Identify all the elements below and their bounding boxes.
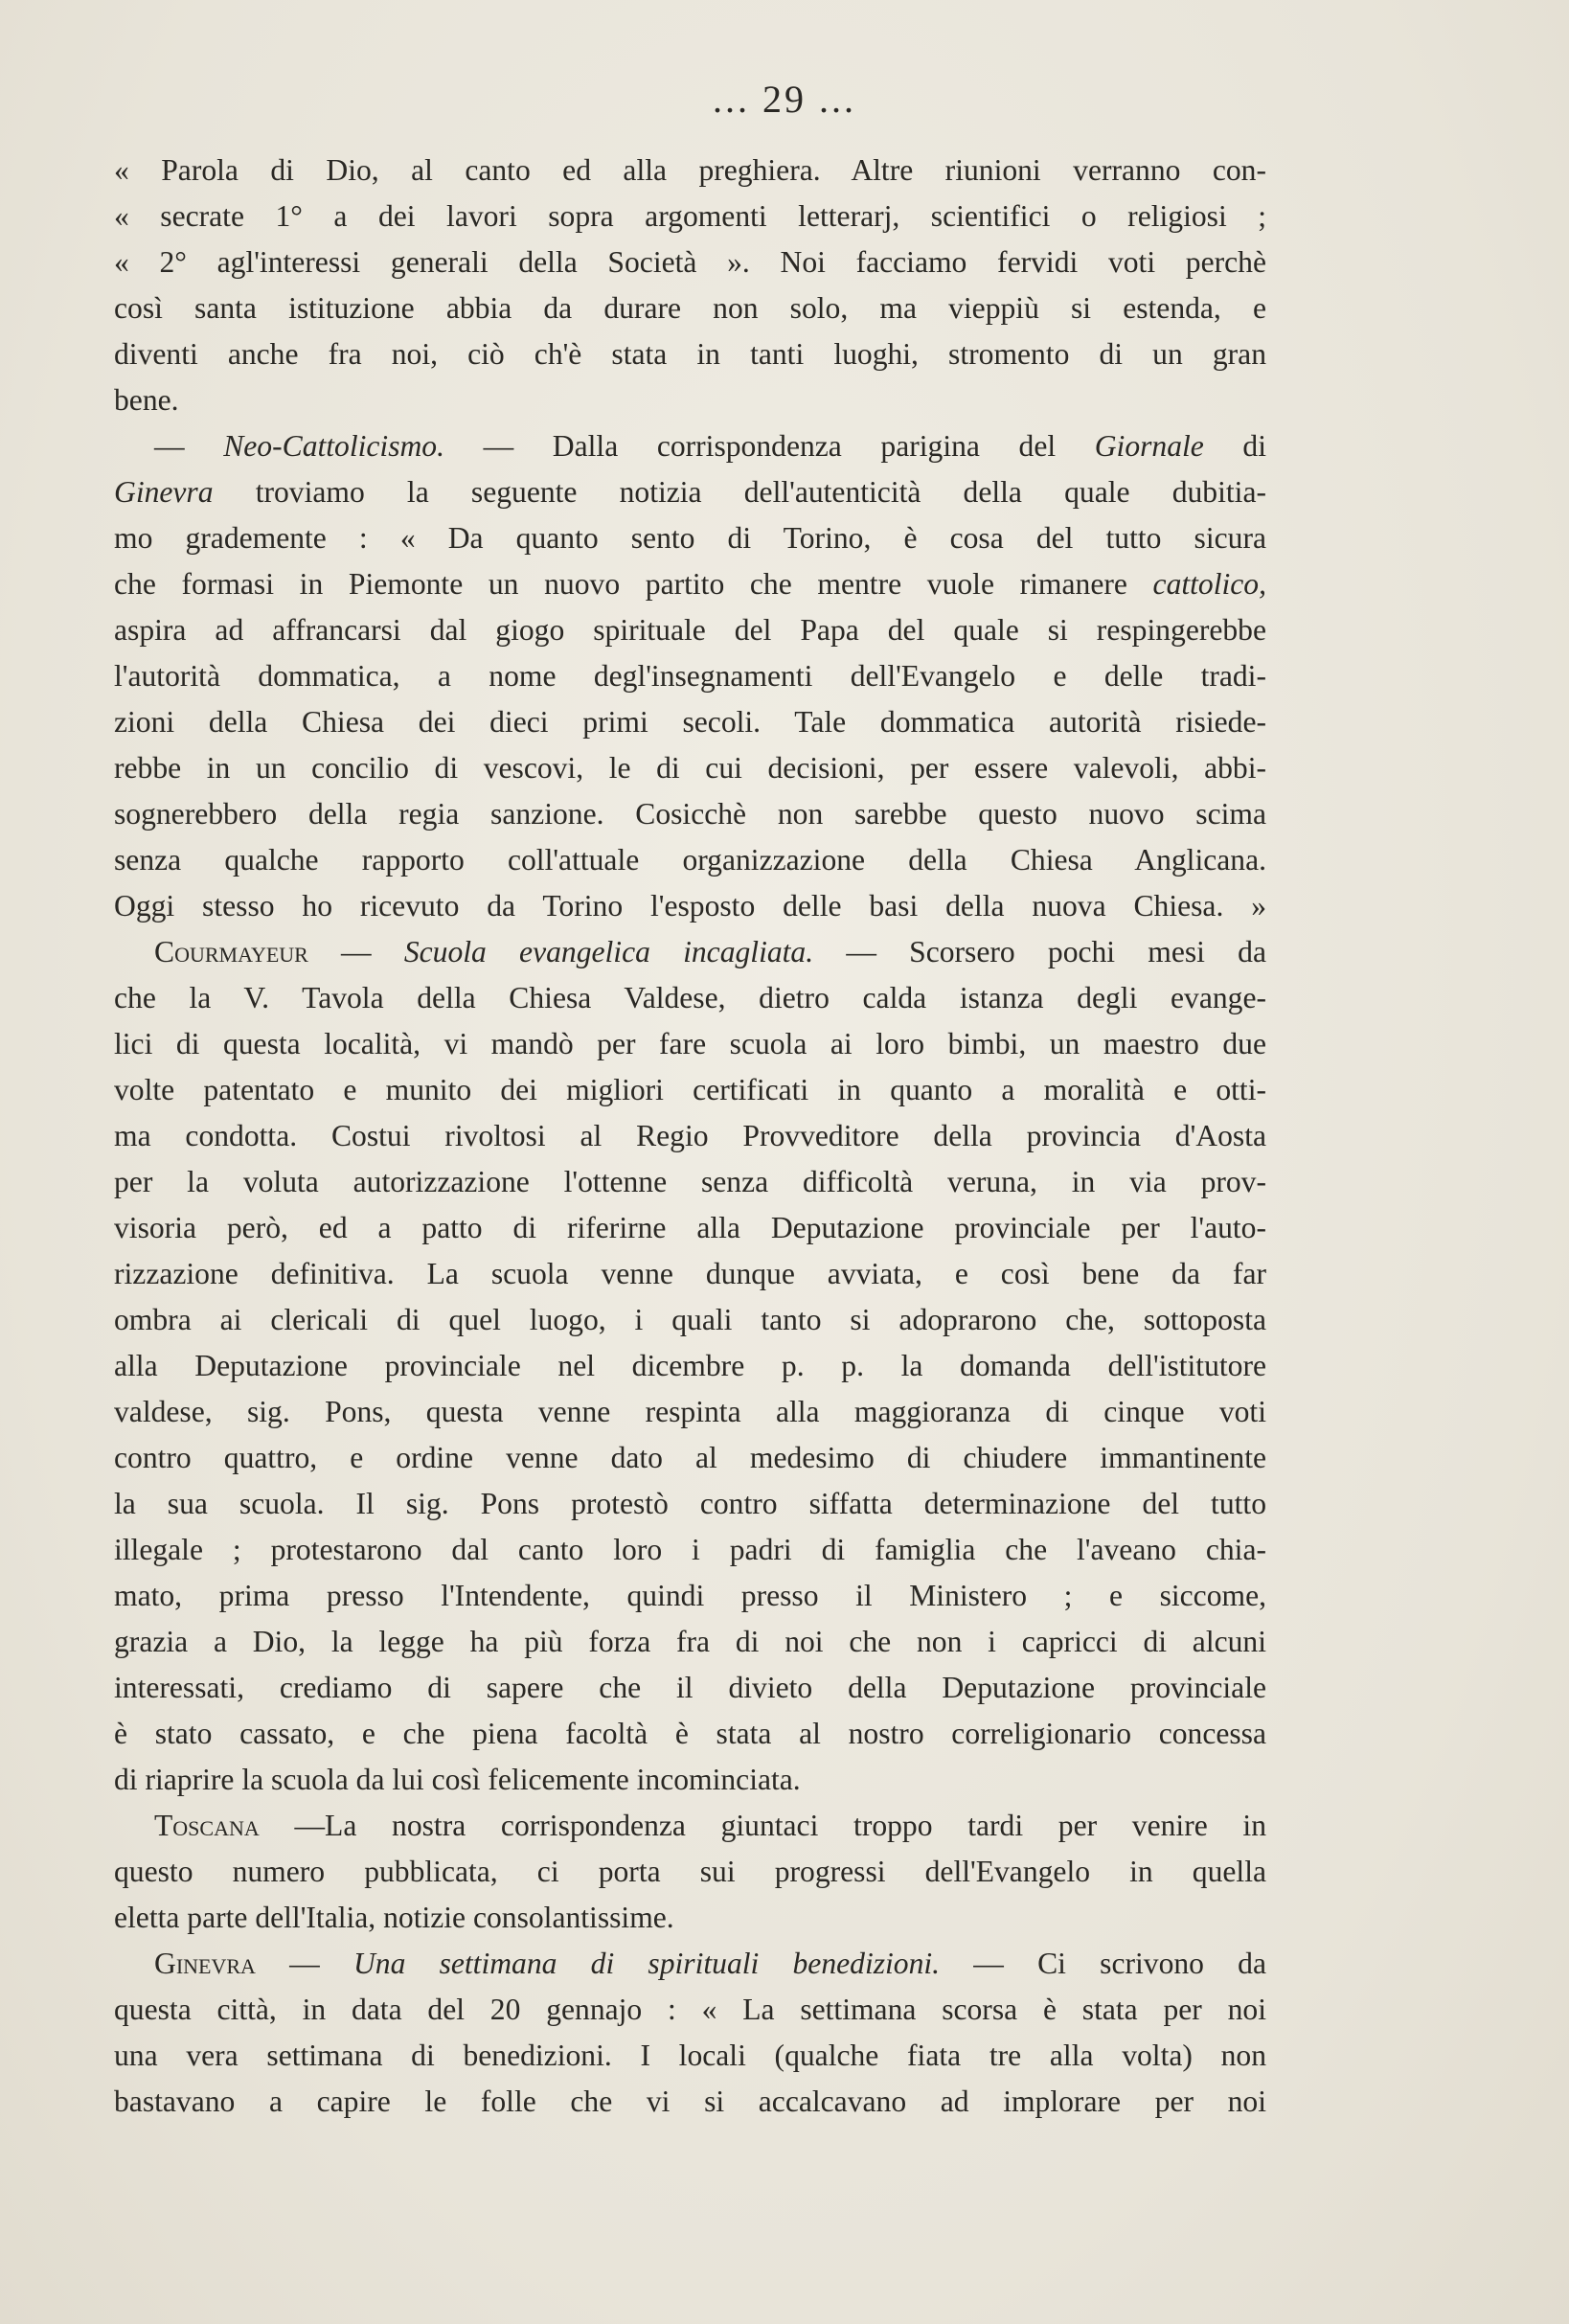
text-run: sognerebbero della regia sanzione. Cosicchè non sarebbe questo nuovo scima [114, 797, 1266, 831]
text-run: ma condotta. Costui rivoltosi al Regio Provveditore della provincia d'Aosta [114, 1119, 1266, 1152]
text-line [114, 1435, 1266, 1481]
text-run: senza qualche rapporto coll'attuale organizzazione della Chiesa Anglicana. [114, 843, 1266, 877]
text-line [114, 377, 1266, 423]
text-run: rizzazione definitiva. La scuola venne dunque avviata, e così bene da far [114, 1257, 1266, 1290]
text-line [114, 2033, 1266, 2079]
text-run: lici di questa località, vi mandò per fare scuola ai loro bimbi, un maestro due [114, 1027, 1266, 1060]
text-run: Courmayeur [154, 935, 308, 968]
text-line [114, 423, 1266, 469]
text-line [114, 1205, 1266, 1251]
text-line [114, 929, 1266, 975]
text-line [114, 239, 1266, 285]
text-run: Ginevra [114, 475, 214, 509]
text-run: grazia a Dio, la legge ha più forza fra di noi che non i capricci di alcuni [114, 1625, 1266, 1658]
body-text [114, 148, 1266, 2125]
text-run: — [307, 935, 404, 968]
text-line [114, 653, 1266, 699]
text-run: aspira ad affrancarsi dal giogo spirituale del Papa del quale si respingerebbe [114, 613, 1266, 647]
text-run: bene. [114, 383, 179, 417]
text-line [114, 515, 1266, 561]
text-line [114, 1343, 1266, 1389]
text-run: questa città, in data del 20 gennajo : « La settimana scorsa è stata per noi [114, 1993, 1266, 2026]
text-run: ombra ai clericali di quel luogo, i quali tanto si adoprarono che, sottoposta [114, 1303, 1266, 1336]
text-run: l'autorità dommatica, a nome degl'insegnamenti dell'Evangelo e delle tradi- [114, 659, 1266, 693]
text-run: di riaprire la scuola da lui così felicemente incominciata. [114, 1763, 801, 1796]
text-line [114, 148, 1266, 194]
text-line [114, 1021, 1266, 1067]
text-run: mato, prima presso l'Intendente, quindi presso il Ministero ; e siccome, [114, 1579, 1266, 1612]
text-run: — [255, 1947, 353, 1980]
text-run: Una settimana di spirituali benedizioni. [352, 1947, 941, 1980]
text-line [114, 975, 1266, 1021]
text-line [114, 1297, 1266, 1343]
text-run: di [1203, 429, 1267, 463]
text-line [114, 1113, 1266, 1159]
text-run: — [154, 429, 224, 463]
text-run: Ginevra [154, 1947, 256, 1980]
text-run: questo numero pubblicata, ci porta sui progressi dell'Evangelo in quella [114, 1855, 1266, 1888]
text-line [114, 1895, 1266, 1941]
text-run: per la voluta autorizzazione l'ottenne senza difficoltà veruna, in via prov- [114, 1165, 1266, 1198]
text-run: eletta parte dell'Italia, notizie consolantissime. [114, 1901, 674, 1934]
text-line [114, 561, 1266, 607]
text-run: è stato cassato, e che piena facoltà è stata al nostro correligionario concessa [114, 1717, 1266, 1750]
text-run: zioni della Chiesa dei dieci primi secoli. Tale dommatica autorità risiede- [114, 705, 1266, 739]
text-line [114, 745, 1266, 791]
text-line [114, 1573, 1266, 1619]
text-line [114, 1803, 1266, 1849]
text-run: alla Deputazione provinciale nel dicembre p. p. la domanda dell'istitutore [114, 1349, 1266, 1382]
text-line [114, 1757, 1266, 1803]
text-run: Oggi stesso ho ricevuto da Torino l'esposto delle basi della nuova Chiesa. » [114, 889, 1266, 923]
text-line [114, 1389, 1266, 1435]
text-run: Toscana [154, 1809, 260, 1842]
text-run: volte patentato e munito dei migliori certificati in quanto a moralità e otti- [114, 1073, 1266, 1106]
text-run: Neo-Cattolicismo. [223, 429, 445, 463]
text-line [114, 331, 1266, 377]
text-run: la sua scuola. Il sig. Pons protestò contro siffatta determinazione del tutto [114, 1487, 1266, 1520]
text-run: che formasi in Piemonte un nuovo partito che mentre vuole rimanere [114, 567, 1153, 601]
text-line [114, 1849, 1266, 1895]
text-line [114, 699, 1266, 745]
text-line [114, 1159, 1266, 1205]
text-run: una vera settimana di benedizioni. I locali (qualche fiata tre alla volta) non [114, 2039, 1266, 2072]
text-run: illegale ; protestarono dal canto loro i padri di famiglia che l'aveano chia- [114, 1533, 1266, 1566]
text-line [114, 1711, 1266, 1757]
text-line [114, 1251, 1266, 1297]
text-line [114, 1665, 1266, 1711]
text-line [114, 791, 1266, 837]
text-run: — Dalla corrispondenza parigina del [444, 429, 1095, 463]
text-run: diventi anche fra noi, ciò ch'è stata in tanti luoghi, stromento di un gran [114, 337, 1266, 371]
text-line [114, 1527, 1266, 1573]
text-run: cattolico, [1152, 567, 1266, 601]
text-line [114, 607, 1266, 653]
text-line [114, 1067, 1266, 1113]
text-run: contro quattro, e ordine venne dato al medesimo di chiudere immantinente [114, 1441, 1266, 1474]
text-run: interessati, crediamo di sapere che il divieto della Deputazione provinciale [114, 1671, 1266, 1704]
text-run: —La nostra corrispondenza giuntaci troppo tardi per venire in [259, 1809, 1266, 1842]
text-line [114, 1619, 1266, 1665]
text-run: « Parola di Dio, al canto ed alla preghiera. Altre riunioni verranno con- [114, 153, 1266, 187]
text-run: — Scorsero pochi mesi da [813, 935, 1266, 968]
text-run: mo grademente : « Da quanto sento di Torino, è cosa del tutto sicura [114, 521, 1266, 555]
text-run: « secrate 1° a dei lavori sopra argomenti letterarj, scientifici o religiosi ; [114, 199, 1266, 233]
text-line [114, 1941, 1266, 1987]
text-line [114, 1481, 1266, 1527]
text-run: che la V. Tavola della Chiesa Valdese, dietro calda istanza degli evange- [114, 981, 1266, 1014]
text-run: Scuola evangelica incagliata. [403, 935, 814, 968]
text-line [114, 837, 1266, 883]
text-line [114, 194, 1266, 239]
text-run: Giornale [1094, 429, 1204, 463]
text-line [114, 285, 1266, 331]
text-run: così santa istituzione abbia da durare non solo, ma vieppiù si estenda, e [114, 291, 1266, 325]
text-line [114, 883, 1266, 929]
text-run: « 2° agl'interessi generali della Società ». Noi facciamo fervidi voti perchè [114, 245, 1266, 279]
text-line [114, 1987, 1266, 2033]
text-run: — Ci scrivono da [940, 1947, 1266, 1980]
text-run: troviamo la seguente notizia dell'autenticità della quale dubitia- [213, 475, 1266, 509]
text-run: valdese, sig. Pons, questa venne respinta alla maggioranza di cinque voti [114, 1395, 1266, 1428]
text-line [114, 2079, 1266, 2125]
text-run: bastavano a capire le folle che vi si accalcavano ad implorare per noi [114, 2085, 1266, 2118]
page-number: ... 29 ... [713, 78, 856, 121]
text-run: visoria però, ed a patto di riferirne alla Deputazione provinciale per l'auto- [114, 1211, 1266, 1244]
text-line [114, 469, 1266, 515]
text-run: rebbe in un concilio di vescovi, le di cui decisioni, per essere valevoli, abbi- [114, 751, 1266, 785]
